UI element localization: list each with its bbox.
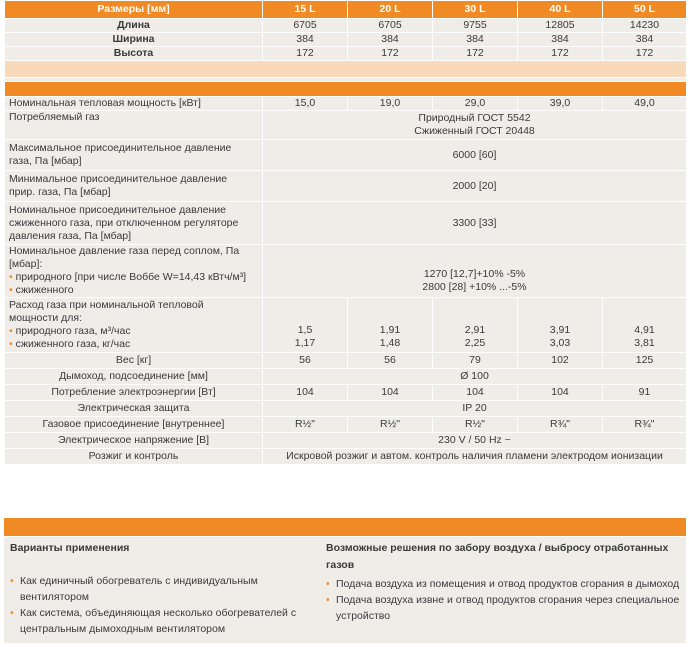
- cell-value: 230 V / 50 Hz ~: [263, 433, 687, 449]
- row-label-voltage: Электрическое напряжение [В]: [5, 433, 263, 449]
- list-item: • Подача воздуха извне и отвод продуктов сгорания через специальное устройство: [326, 594, 680, 622]
- cell-value: 1270 [12,7]+10% -5% 2800 [28] +10% ...-5%: [263, 245, 687, 298]
- cell-value: 6705: [348, 19, 433, 33]
- table-row: [5, 19, 687, 33]
- cell-value: 3,91 3,03: [518, 298, 603, 353]
- header-model-30l: 30 L: [433, 1, 518, 19]
- cell-value: 384: [348, 33, 433, 47]
- air-solutions-list: [326, 576, 682, 624]
- header-model-40l: 40 L: [518, 1, 603, 19]
- cell-value: 39,0: [518, 97, 603, 111]
- header-model-15l: 15 L: [263, 1, 348, 19]
- row-label-protection: Электрическая защита: [5, 401, 263, 417]
- list-item: • природного газа, м³/час: [9, 325, 131, 337]
- row-label-height: Высота: [5, 47, 263, 61]
- table-row: [5, 298, 687, 353]
- bullet-icon: •: [326, 578, 330, 590]
- table-row: [5, 369, 687, 385]
- cell-value: 1,91 1,48: [348, 298, 433, 353]
- gas-lpg: Сжиженный ГОСТ 20448: [414, 125, 535, 137]
- row-label-electricity: Потребление электроэнергии [Вт]: [5, 385, 263, 401]
- cell-value: [263, 111, 687, 140]
- row-label-gas-flow: Расход газа при номинальной тепловой мощности для: • природного газа, м³/час • сжиженного газа, кг/час: [5, 298, 263, 353]
- cell-value: 6705: [263, 19, 348, 33]
- list-item: • Как единичный обогреватель с индивидуальным вентилятором: [10, 575, 258, 603]
- cell-value: 91: [603, 385, 687, 401]
- cell-value: 104: [518, 385, 603, 401]
- cell-value: R½": [348, 417, 433, 433]
- air-solutions-title: Возможные решения по забору воздуха / выбросу отработанных газов: [326, 542, 669, 571]
- row-label-weight: Вес [кг]: [5, 353, 263, 369]
- cell-value: 56: [263, 353, 348, 369]
- row-label-max-pressure: Максимальное присоединительное давление газа, Па [мбар]: [5, 140, 263, 171]
- row-label-nozzle-pressure: Номинальное давление газа перед соплом, Па [мбар]: • природного [при числе Воббе W=14,43 кВтч/м³] • сжиженного: [5, 245, 263, 298]
- applications-section: [10, 537, 310, 637]
- cell-value: 384: [263, 33, 348, 47]
- cell-value: 172: [518, 47, 603, 61]
- cell-value: Искровой розжиг и автом. контроль наличия пламени электродом ионизации: [263, 449, 687, 465]
- table-row: [5, 33, 687, 47]
- header-model-50l: 50 L: [603, 1, 687, 19]
- divider-band: [5, 61, 687, 78]
- bullet-icon: •: [9, 284, 13, 296]
- table-row: [5, 401, 687, 417]
- list-item: • сжиженного газа, кг/час: [9, 338, 131, 350]
- cell-value: R¾": [603, 417, 687, 433]
- header-model-20l: 20 L: [348, 1, 433, 19]
- row-label-width: Ширина: [5, 33, 263, 47]
- cell-value: 79: [433, 353, 518, 369]
- row-label-min-pressure: Минимальное присоединительное давление прир. газа, Па [мбар]: [5, 171, 263, 202]
- cell-value: 49,0: [603, 97, 687, 111]
- cell-value: 4,91 3,81: [603, 298, 687, 353]
- bullet-icon: •: [9, 338, 13, 350]
- table-row: [5, 433, 687, 449]
- cell-value: 6000 [60]: [263, 140, 687, 171]
- row-label-flue: Дымоход, подсоединение [мм]: [5, 369, 263, 385]
- header-row: [5, 1, 687, 19]
- table-row: [5, 353, 687, 369]
- table-row: [5, 245, 687, 298]
- applications-title: Варианты применения: [10, 542, 130, 554]
- row-label-lpg-pressure: Номинальное присоединительное давление сжиженного газа, при отключенном регуляторе давления газа, Па [мбар]: [5, 202, 263, 245]
- notes-panel: [4, 537, 686, 643]
- table-row: [5, 140, 687, 171]
- row-label-gas: Потребляемый газ: [5, 111, 263, 140]
- list-item: • Подача воздуха из помещения и отвод продуктов сгорания в дымоход: [326, 578, 680, 590]
- row-label-gas-connection: Газовое присоединение [внутреннее]: [5, 417, 263, 433]
- cell-value: 172: [433, 47, 518, 61]
- cell-value: R¾": [518, 417, 603, 433]
- gas-natural: Природный ГОСТ 5542: [418, 112, 531, 124]
- table-row: [5, 417, 687, 433]
- cell-value: Ø 100: [263, 369, 687, 385]
- cell-value: 29,0: [433, 97, 518, 111]
- row-label-ignition: Розжиг и контроль: [5, 449, 263, 465]
- cell-value: 3300 [33]: [263, 202, 687, 245]
- cell-value: 56: [348, 353, 433, 369]
- cell-value: 384: [518, 33, 603, 47]
- cell-value: 2000 [20]: [263, 171, 687, 202]
- header-dimensions: Размеры [мм]: [5, 1, 263, 19]
- bullet-icon: •: [10, 607, 14, 619]
- cell-value: 9755: [433, 19, 518, 33]
- cell-value: R½": [263, 417, 348, 433]
- table-row: [5, 111, 687, 140]
- bullet-icon: •: [326, 594, 330, 606]
- divider-band: [5, 82, 687, 97]
- list-item: • сжиженного: [9, 284, 74, 296]
- bullet-icon: •: [10, 575, 14, 587]
- table-row: [5, 47, 687, 61]
- cell-value: 384: [433, 33, 518, 47]
- cell-value: 172: [603, 47, 687, 61]
- table-row: [5, 202, 687, 245]
- air-solutions-section: [326, 537, 682, 624]
- cell-value: 172: [263, 47, 348, 61]
- row-label-power: Номинальная тепловая мощность [кВт]: [5, 97, 263, 111]
- bullet-icon: •: [9, 271, 13, 283]
- cell-value: 19,0: [348, 97, 433, 111]
- cell-value: IP 20: [263, 401, 687, 417]
- cell-value: 14230: [603, 19, 687, 33]
- cell-value: 102: [518, 353, 603, 369]
- table-row: [5, 449, 687, 465]
- cell-value: R½": [433, 417, 518, 433]
- cell-value: 104: [433, 385, 518, 401]
- cell-value: 12805: [518, 19, 603, 33]
- cell-value: 384: [603, 33, 687, 47]
- table-row: [5, 171, 687, 202]
- list-item: • Как система, объединяющая несколько обогревателей с центральным дымоходным вентилятором: [10, 607, 297, 635]
- bullet-icon: •: [9, 325, 13, 337]
- table-row: [5, 385, 687, 401]
- cell-value: 104: [263, 385, 348, 401]
- cell-value: 125: [603, 353, 687, 369]
- row-label-length: Длина: [5, 19, 263, 33]
- cell-value: 1,5 1,17: [263, 298, 348, 353]
- cell-value: 2,91 2,25: [433, 298, 518, 353]
- cell-value: 172: [348, 47, 433, 61]
- applications-list: [10, 573, 310, 637]
- divider-band: [4, 518, 686, 536]
- cell-value: 104: [348, 385, 433, 401]
- cell-value: 15,0: [263, 97, 348, 111]
- table-row: [5, 97, 687, 111]
- list-item: • природного [при числе Воббе W=14,43 кВтч/м³]: [9, 271, 247, 283]
- spec-table: [4, 0, 687, 465]
